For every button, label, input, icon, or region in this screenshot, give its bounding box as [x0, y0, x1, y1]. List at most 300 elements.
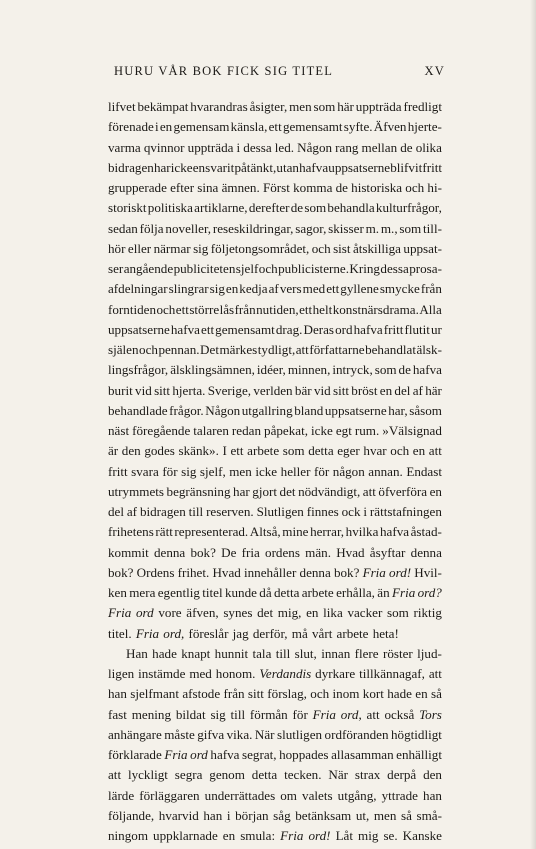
word: sjelf — [235, 261, 259, 276]
text-line — [108, 543, 442, 563]
word: allasamman — [331, 747, 394, 762]
word: bok? — [108, 564, 134, 580]
word: m., — [380, 220, 398, 236]
word: det — [279, 483, 296, 499]
word: och — [258, 261, 278, 276]
word: finnes — [306, 504, 339, 519]
word: gemensamt — [215, 321, 275, 337]
word: idéer, — [256, 362, 286, 378]
word: prosa- — [409, 261, 442, 276]
word: att — [362, 483, 376, 499]
word: ett — [268, 119, 282, 135]
word: olika — [415, 139, 442, 155]
text-line — [108, 178, 442, 198]
word: knapt — [181, 645, 211, 661]
text-line — [108, 360, 442, 380]
word: instämde — [138, 666, 186, 681]
word: Först — [262, 180, 290, 195]
word: följetongsområdet, — [210, 240, 310, 256]
word: detta — [308, 443, 334, 459]
word: vers — [279, 281, 302, 297]
text-line — [108, 806, 442, 826]
word: med — [189, 666, 212, 681]
word: uppsat- — [403, 240, 442, 256]
word: fritt — [383, 321, 404, 337]
word: pennan. — [158, 342, 200, 357]
word: och — [156, 301, 176, 317]
word: påtänkt, — [234, 159, 277, 175]
word: och — [139, 342, 158, 357]
word: anhängare — [108, 726, 162, 742]
word: bidragen — [139, 504, 186, 519]
word: Hvad — [336, 544, 365, 560]
word: till- — [423, 220, 442, 236]
word: de — [335, 180, 348, 195]
word: hade — [152, 645, 177, 661]
word: utan — [276, 159, 299, 175]
word: varma — [108, 139, 141, 155]
text-line — [108, 725, 442, 745]
word: ser — [108, 261, 124, 276]
word: mig, — [277, 605, 302, 621]
word: inom — [332, 686, 360, 702]
word: hvarvid — [158, 807, 199, 823]
word: ut, — [355, 807, 370, 823]
word: och — [311, 240, 331, 256]
text-line — [108, 219, 442, 239]
word: intryck, — [332, 362, 373, 378]
word: att — [108, 767, 122, 783]
word: som — [282, 443, 305, 459]
word: sedan — [108, 220, 138, 236]
word: denna — [299, 564, 331, 580]
word: en — [415, 686, 428, 702]
word: så — [401, 807, 412, 823]
word: också — [384, 706, 415, 722]
word: hafva — [299, 159, 329, 175]
word: ord! — [389, 564, 412, 580]
word: i — [226, 807, 231, 823]
word: lärde — [108, 787, 135, 803]
word: uppsatserne — [108, 321, 170, 337]
word: del — [394, 382, 411, 398]
word: hunnit — [214, 645, 249, 661]
word: frågor. — [169, 402, 204, 418]
word: Slutligen — [256, 504, 304, 519]
word: syfte. — [343, 119, 373, 135]
word: en — [412, 443, 426, 459]
word: artiklarne, — [194, 200, 248, 216]
word: hvilka — [345, 524, 379, 540]
word: vika. — [226, 726, 253, 742]
word: bär — [294, 382, 312, 398]
word: ordens — [265, 544, 300, 560]
word: ljud- — [417, 645, 442, 661]
word: arbete — [301, 585, 334, 600]
word: äfven, — [186, 605, 219, 621]
word: vårt — [311, 625, 333, 641]
running-header — [108, 64, 445, 79]
word: representerad. — [174, 524, 249, 540]
word: ord — [190, 747, 208, 762]
text-line — [108, 381, 442, 401]
word: uppklarnade — [153, 828, 218, 843]
word: har — [153, 159, 171, 175]
word: att — [295, 342, 309, 357]
word: godes — [144, 443, 175, 459]
word: små- — [416, 807, 442, 823]
word: begränsning — [166, 483, 231, 499]
word: sitt — [154, 382, 171, 398]
word: eger — [337, 443, 360, 459]
text-line — [108, 401, 442, 421]
word: de — [290, 200, 304, 216]
word: dessa — [243, 139, 272, 155]
word: derpå — [387, 767, 417, 783]
text-line — [108, 97, 442, 117]
word: såsom — [409, 402, 442, 418]
word: Fria — [312, 706, 336, 722]
word: själen — [108, 342, 139, 357]
word: uppsatserne — [328, 159, 391, 175]
word: helt — [312, 301, 333, 317]
word: Låt — [335, 828, 354, 843]
word: som — [387, 605, 409, 621]
text-line — [108, 786, 442, 806]
word: af — [412, 382, 423, 398]
word: ett — [299, 301, 313, 317]
word: svara — [131, 463, 159, 479]
word: Kring — [349, 261, 380, 276]
word: han — [108, 686, 127, 702]
word: genom — [209, 767, 245, 783]
word: följande, — [108, 807, 155, 823]
word: titel — [202, 585, 223, 600]
word: sagor, — [295, 220, 327, 236]
word: riktig — [413, 605, 442, 621]
word: en — [222, 828, 236, 843]
word: från — [223, 686, 245, 702]
word: underrättades — [204, 787, 276, 803]
word: historiska — [351, 180, 403, 195]
text-line — [108, 198, 442, 218]
word: De — [221, 544, 237, 560]
word: Fria — [164, 747, 188, 762]
word: föregående — [132, 423, 191, 438]
word: gjort — [252, 483, 278, 499]
word: vore — [158, 605, 182, 621]
word: rum. — [354, 423, 380, 438]
word: komma — [293, 180, 333, 195]
word: åsigter, — [249, 99, 288, 114]
word: Han — [126, 645, 148, 661]
text-line — [108, 279, 442, 299]
word: till — [188, 504, 204, 519]
word: derför, — [252, 625, 288, 641]
word: mellan — [361, 139, 398, 155]
word: från — [420, 281, 442, 297]
word: hi- — [427, 180, 442, 195]
word: och — [390, 443, 410, 459]
text-line — [108, 239, 442, 259]
word: de — [398, 362, 411, 378]
word: män. — [305, 544, 331, 560]
word: föreslår — [188, 625, 229, 641]
word: behandlat — [365, 342, 416, 357]
word: Fria — [108, 605, 132, 621]
word: lås — [219, 301, 235, 317]
word: än — [377, 585, 390, 600]
word: lifvet — [108, 99, 136, 114]
word: icke — [311, 423, 333, 438]
word: slutligen — [276, 726, 323, 742]
word: närmar — [153, 240, 191, 256]
word: hvar — [363, 443, 387, 459]
word: Någon — [297, 139, 333, 155]
word: har — [233, 483, 250, 499]
word: att — [366, 706, 380, 722]
word: hafva — [412, 362, 442, 378]
word: titel. — [108, 625, 132, 641]
word: Hvil- — [414, 564, 442, 580]
word: enhälligt — [396, 747, 442, 762]
word: ligen — [108, 666, 135, 681]
word: blifvit — [390, 159, 423, 175]
word: förmån — [249, 706, 288, 722]
word: Deras — [303, 321, 335, 337]
word: bok? — [190, 544, 216, 560]
word: Hvad — [212, 564, 241, 580]
word: När — [254, 726, 275, 742]
word: heller — [280, 463, 311, 479]
word: derefter — [248, 200, 290, 216]
word: öfverföra — [378, 483, 428, 499]
text-line — [108, 259, 442, 279]
word: qvinnor — [143, 139, 185, 155]
word: Ordens — [136, 564, 175, 580]
word: hafva — [353, 321, 383, 337]
text-line — [108, 158, 442, 178]
word: ur — [431, 321, 442, 337]
word: påpekat, — [264, 423, 309, 438]
word: då — [259, 585, 272, 600]
word: utgång, — [337, 787, 377, 803]
word: fritt — [108, 463, 128, 479]
text-line — [108, 117, 442, 137]
word: uppsatserne — [324, 402, 387, 418]
text-line — [108, 421, 442, 441]
word: det — [257, 605, 274, 621]
word: synes — [223, 605, 253, 621]
word: hafva — [379, 524, 410, 540]
word: sjelf, — [199, 463, 226, 479]
word: Tors — [419, 706, 442, 722]
word: bildat — [175, 706, 206, 722]
word: angående — [123, 261, 174, 276]
word: strax — [354, 767, 381, 783]
word: herrar, — [310, 524, 345, 540]
text-line — [108, 441, 442, 461]
word: högtidligt — [391, 726, 442, 742]
word: Det — [200, 342, 219, 357]
word: arbete — [336, 625, 369, 641]
word: politiska — [147, 200, 193, 216]
word: så — [430, 686, 442, 702]
text-line — [108, 138, 442, 158]
word: sig — [181, 463, 197, 479]
word: nödvändigt, — [298, 483, 361, 499]
word: bröst — [351, 382, 378, 398]
word: reserven. — [206, 504, 254, 519]
word: egentlig — [157, 585, 200, 600]
word: bok? — [333, 564, 360, 580]
word: kunde — [224, 585, 257, 600]
word: större — [189, 301, 220, 317]
word: men — [229, 463, 252, 479]
word: honom. — [215, 666, 256, 681]
word: icke — [170, 159, 193, 175]
word: vacker — [347, 605, 383, 621]
word: såg — [273, 807, 291, 823]
word: egt — [335, 423, 352, 438]
text-line — [108, 765, 442, 785]
word: ningom — [108, 828, 149, 843]
word: segrat, — [242, 747, 277, 762]
word: I — [222, 443, 227, 459]
word: röster — [382, 645, 413, 661]
word: Någon — [205, 402, 241, 418]
word: tecken. — [284, 767, 322, 783]
word: verlden — [253, 382, 293, 398]
word: åtskilliga — [352, 240, 401, 256]
word: ämnen. — [221, 180, 260, 195]
word: den — [121, 443, 141, 459]
word: förläggaren — [139, 787, 200, 803]
word: behandlade — [108, 402, 168, 418]
word: älsk- — [416, 342, 442, 357]
word: fritt — [422, 159, 442, 175]
word: kort — [362, 686, 384, 702]
word: mig — [358, 828, 379, 843]
text-line — [108, 664, 442, 684]
word: detta — [251, 767, 278, 783]
word: en — [306, 605, 319, 621]
text-line — [108, 705, 442, 725]
word: segra — [174, 767, 203, 783]
word: för — [313, 463, 330, 479]
word: utrymmets — [108, 483, 165, 499]
word: bland — [294, 402, 324, 418]
word: i — [363, 504, 368, 519]
word: ens — [192, 159, 211, 175]
word: förslag, — [267, 686, 307, 702]
word: tydligt, — [257, 342, 296, 357]
word: ett — [175, 301, 189, 317]
word: afdelningar — [108, 281, 168, 297]
word: må — [291, 625, 308, 641]
word: ord, — [340, 706, 362, 722]
word: gyllene — [340, 281, 379, 297]
word: ett — [201, 321, 215, 337]
word: ord — [135, 605, 154, 621]
word: dessa — [380, 261, 409, 276]
word: reseskildringar, — [212, 220, 294, 236]
word: Fria — [280, 828, 304, 843]
word: sist — [333, 240, 351, 256]
word: älsklingsämnen, — [170, 362, 255, 378]
word: från — [234, 301, 256, 317]
text-line — [108, 462, 442, 482]
word: smycke — [379, 281, 420, 297]
word: förklarade — [108, 747, 162, 762]
text-line — [108, 745, 442, 765]
word: Äfven — [373, 119, 407, 135]
word: hafva — [210, 747, 240, 762]
word: mera — [129, 585, 156, 600]
word: om — [280, 787, 297, 803]
word: icke — [255, 463, 278, 479]
word: ord! — [308, 828, 331, 843]
word: frihet. — [177, 564, 210, 580]
text-line — [108, 320, 442, 340]
text-line — [108, 583, 442, 603]
word: som — [304, 200, 327, 216]
word: denna — [153, 544, 186, 560]
word: utgallring — [241, 402, 293, 418]
word: Alla — [419, 301, 442, 317]
word: led. — [274, 139, 295, 155]
word: de — [400, 139, 413, 155]
word: »Välsignad — [382, 423, 442, 438]
word: se. — [383, 828, 398, 843]
word: Sverige, — [207, 382, 252, 398]
word: men — [289, 99, 312, 114]
word: i — [155, 119, 159, 135]
word: ord, — [163, 625, 185, 641]
word: märkes — [219, 342, 258, 357]
word: mine — [282, 524, 309, 540]
word: erhålla, — [336, 585, 375, 600]
word: hafva — [170, 321, 200, 337]
text-line — [108, 522, 442, 542]
word: storiskt — [108, 200, 147, 216]
word: eller — [127, 240, 152, 256]
word: innehåller — [243, 564, 297, 580]
word: bidragen — [108, 159, 154, 175]
word: förenade — [108, 119, 154, 135]
word: ordföranden — [324, 726, 389, 742]
word: afstode — [182, 686, 221, 702]
word: sina — [197, 180, 219, 195]
word: har, — [388, 402, 408, 418]
word: denna — [410, 544, 442, 560]
word: hjerta. — [172, 382, 206, 398]
word: gifva — [197, 726, 225, 742]
word: noveller, — [165, 220, 212, 236]
text-line — [108, 826, 442, 846]
word: dyrkare — [315, 666, 356, 681]
word: i — [236, 139, 241, 155]
word: af — [126, 504, 138, 519]
word: hjerte- — [407, 119, 442, 135]
word: detta — [273, 585, 300, 600]
word: Verdandis — [259, 666, 312, 681]
word: behandla — [327, 200, 375, 216]
running-title: HURU VÅR BOK FICK SIG TITEL — [114, 64, 334, 78]
word: är — [108, 443, 119, 459]
word: jag — [232, 625, 249, 641]
word: Fria — [391, 585, 416, 600]
